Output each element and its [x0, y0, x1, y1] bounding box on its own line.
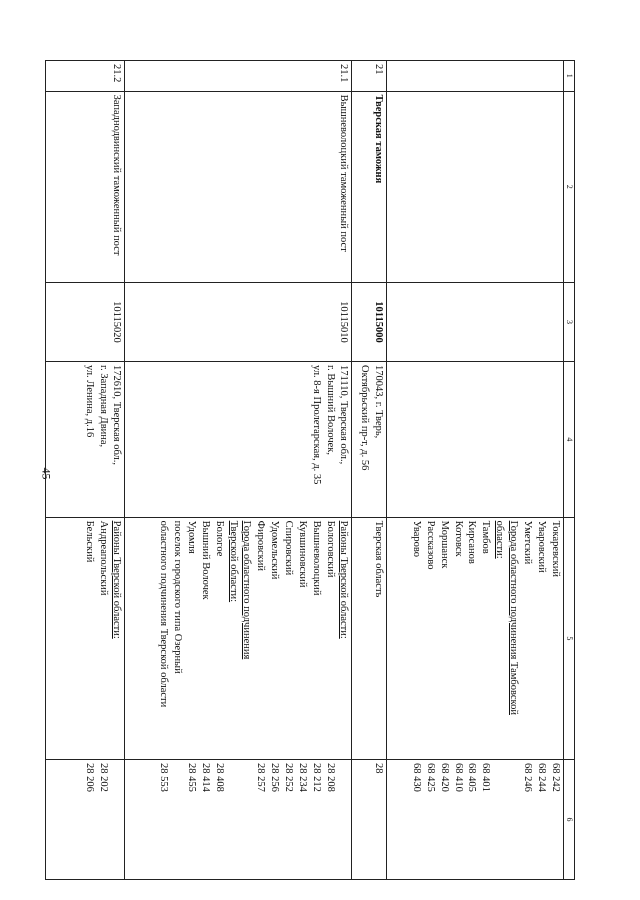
okato-code: 68 401: [480, 763, 492, 792]
table-row: [352, 61, 387, 880]
rotated-table-container: [45, 60, 575, 880]
territory-line: Тамбов: [480, 520, 492, 554]
row-number-cell: 21: [352, 61, 387, 92]
address-cell: [387, 362, 563, 518]
address-line: ул. Ленина, д.16: [83, 365, 95, 438]
territory-line: Уваровский: [535, 520, 547, 573]
okato-code-cell: [352, 760, 387, 880]
okato-code: 68 410: [452, 763, 464, 792]
table-body: [46, 61, 564, 880]
customs-table: [45, 60, 575, 880]
address-cell: [352, 362, 387, 518]
address-line: 172610, Тверская обл.,: [111, 365, 123, 466]
okato-code: 68 242: [549, 763, 561, 792]
okato-code: 28 455: [185, 763, 197, 792]
okato-code: 28 257: [255, 763, 267, 792]
territory-cell: [125, 517, 352, 759]
territory-line: Рассказово: [424, 520, 436, 570]
territory-line: Уметский: [521, 520, 533, 565]
territory-line: Города областного подчинения: [241, 520, 253, 660]
okato-code: 68 405: [466, 763, 478, 792]
territory-cell: [352, 517, 387, 759]
territory-line: Спировский: [282, 520, 294, 576]
address-line: 170043, г. Тверь,: [373, 365, 385, 439]
header-cell: 5: [563, 517, 574, 759]
post-code-cell: 10115000: [352, 282, 387, 361]
address-line: 171110, Тверская обл.,: [338, 365, 350, 465]
territory-line: Уварово: [411, 520, 423, 558]
post-code-cell: [387, 282, 563, 361]
header-row: [563, 61, 574, 880]
territory-line: поселок городского типа Озерный: [172, 520, 184, 674]
territory-line: Тверская область: [373, 520, 385, 598]
post-name-cell: Тверская таможня: [352, 91, 387, 282]
territory-line: Районы Тверской области:: [338, 520, 350, 639]
okato-code-cell: [125, 760, 352, 880]
okato-code: 28: [373, 763, 385, 774]
header-cell: 3: [563, 282, 574, 361]
table-row: [387, 61, 563, 880]
table-row: [46, 61, 125, 880]
address-cell: [125, 362, 352, 518]
okato-code: [492, 763, 506, 876]
territory-line: Котовск: [452, 520, 464, 557]
territory-line: Вышний Волочек: [199, 520, 211, 600]
territory-line: Кувшиновский: [296, 520, 308, 588]
territory-cell: [46, 517, 125, 759]
territory-line: Города областного подчинения Тамбовской: [508, 520, 520, 715]
header-cell: 2: [563, 91, 574, 282]
okato-code: 28 208: [324, 763, 336, 792]
territory-line: Моршанск: [438, 520, 450, 569]
territory-line: Тверской области:: [227, 520, 239, 603]
okato-code: 28 202: [97, 763, 109, 792]
okato-code: 28 408: [213, 763, 225, 792]
header-cell: 4: [563, 362, 574, 518]
territory-line: Бологое: [213, 520, 225, 557]
okato-code: 28 553: [158, 763, 170, 792]
territory-line: Районы Тверской области:: [111, 520, 123, 639]
post-name-cell: [387, 91, 563, 282]
row-number-cell: 21.1: [125, 61, 352, 92]
address-cell: [46, 362, 125, 518]
territory-line: Бологовский: [324, 520, 336, 578]
territory-line: областного подчинения Тверской области: [158, 520, 170, 708]
okato-code: [170, 763, 184, 876]
okato-code: [110, 763, 124, 876]
okato-code: 28 234: [296, 763, 308, 792]
header-cell: 6: [563, 760, 574, 880]
header-cell: 1: [563, 61, 574, 92]
okato-code: 28 252: [282, 763, 294, 792]
territory-line: области:: [494, 520, 506, 559]
post-code-cell: 10115020: [46, 282, 125, 361]
post-name-cell: Западнодвинский таможенный пост: [46, 91, 125, 282]
row-number-cell: [387, 61, 563, 92]
okato-code: 28 206: [83, 763, 95, 792]
okato-code-cell: [387, 760, 563, 880]
okato-code: 68 425: [424, 763, 436, 792]
address-line: г. Вышний Волочек,: [324, 365, 336, 456]
okato-code: 68 420: [438, 763, 450, 792]
okato-code: [337, 763, 351, 876]
okato-code: [226, 763, 240, 876]
okato-code-cell: [46, 760, 125, 880]
okato-code: 68 430: [411, 763, 423, 792]
address-line: г. Западная Двина,: [97, 365, 109, 448]
territory-line: Кирсанов: [466, 520, 478, 564]
okato-code: 28 212: [310, 763, 322, 792]
territory-line: Удомельский: [269, 520, 281, 580]
territory-line: Бельский: [83, 520, 95, 563]
territory-line: Удомля: [185, 520, 197, 554]
okato-code: 68 244: [535, 763, 547, 792]
territory-line: Андреапольский: [97, 520, 109, 596]
okato-code: [506, 763, 520, 876]
okato-code: 28 256: [269, 763, 281, 792]
address-line: ул. 8-я Пролетарская, д. 35: [310, 365, 322, 485]
territory-line: Фировский: [255, 520, 267, 571]
address-line: Октябрьский пр-т, д. 56: [359, 365, 371, 471]
page-number: 45: [39, 467, 54, 480]
territory-cell: [387, 517, 563, 759]
row-number-cell: 21.2: [46, 61, 125, 92]
table-row: [125, 61, 352, 880]
territory-line: Токаревский: [549, 520, 561, 577]
okato-code: [240, 763, 254, 876]
okato-code: 28 414: [199, 763, 211, 792]
post-code-cell: 10115010: [125, 282, 352, 361]
okato-code: 68 246: [521, 763, 533, 792]
territory-line: Вышневолоцкий: [310, 520, 322, 596]
post-name-cell: Вышневолоцкий таможенный пост: [125, 91, 352, 282]
